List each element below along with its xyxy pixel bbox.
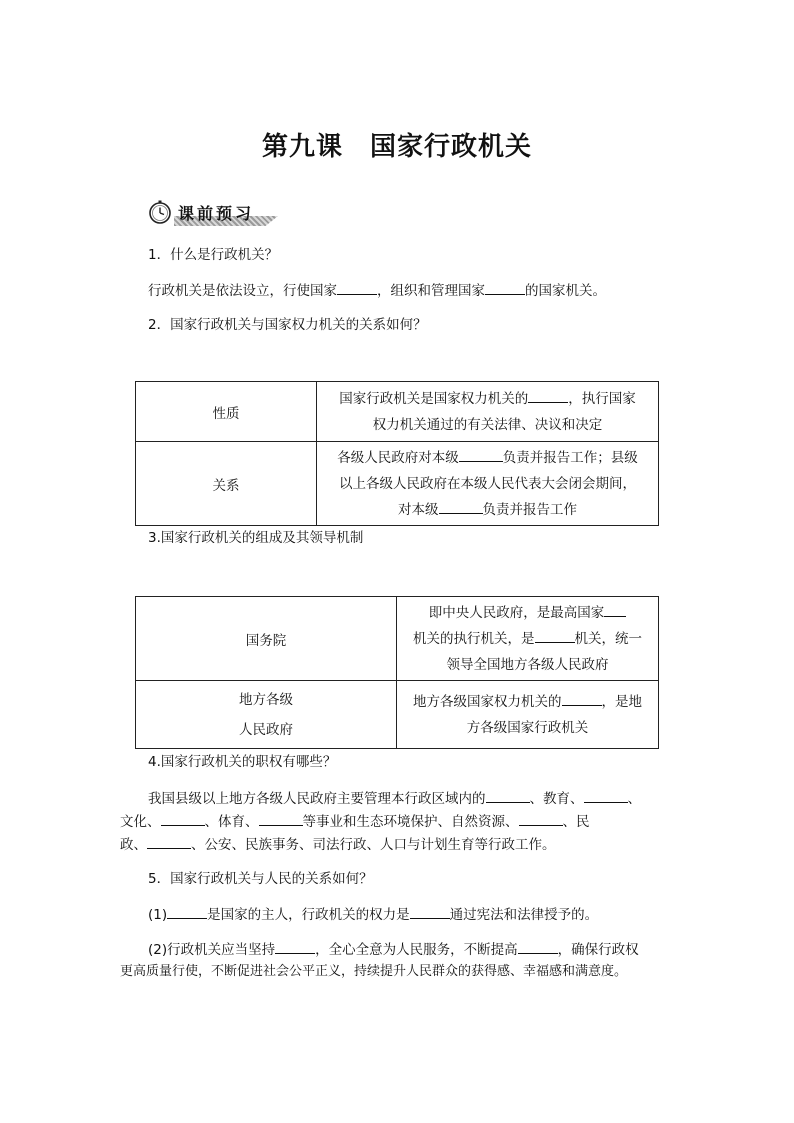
q3-heading: 3.国家行政机关的组成及其领导机制 [148,530,364,546]
answer-blank[interactable] [410,904,450,919]
table-row [136,681,659,749]
q5-heading: 5．国家行政机关与人民的关系如何？ [148,871,373,887]
answer-blank[interactable] [439,499,483,514]
q5-paragraph-2: (2)行政机关应当坚持 ，全心全意为人民服务，不断提高 ，确保行政权 [148,939,639,960]
answer-blank[interactable] [161,811,205,826]
answer-blank[interactable] [147,834,191,849]
table-row [136,382,659,442]
table-content-cell: 国家行政机关是国家权力机关的 ，执行国家 权力机关通过的有关法律、决议和决定 [317,382,659,442]
answer-blank[interactable] [486,788,530,803]
q5-paragraph-1: (1) 是国家的主人，行政机关的权力是 通过宪法和法律授予的。 [148,904,598,925]
q2-heading: 2．国家行政机关与国家权力机关的关系如何？ [148,317,427,333]
table-row [136,442,659,526]
answer-blank[interactable] [584,788,628,803]
answer-blank[interactable] [519,811,563,826]
answer-blank[interactable] [518,939,558,954]
answer-blank[interactable] [459,447,503,462]
answer-blank[interactable] [535,628,575,643]
q1-answer: 行政机关是依法设立，行使国家 ，组织和管理国家 的国家机关。 [148,280,606,301]
answer-blank[interactable] [337,280,377,295]
table-content-cell: 各级人民政府对本级 负责并报告工作；县级 以上各级人民政府在本级人民代表大会闭会期间， 对本级 负责并报告工作 [317,442,659,526]
section-banner-label: 课前预习 [178,204,255,223]
page-title: 第九课 国家行政机关 [261,132,532,162]
answer-blank[interactable] [562,691,602,706]
relation-table [135,381,659,526]
table-label-cell: 国务院 [136,597,397,681]
table-content-cell: 地方各级国家权力机关的 ，是地 方各级国家行政机关 [397,681,659,749]
q1-heading: 1．什么是行政机关？ [148,247,279,263]
answer-blank[interactable] [485,280,525,295]
q4-heading: 4.国家行政机关的职权有哪些？ [148,754,337,770]
organization-table [135,596,659,749]
answer-blank[interactable] [528,388,568,403]
table-label-cell: 地方各级 人民政府 [136,681,397,749]
table-label-cell: 关系 [136,442,317,526]
q4-line: 我国县级以上地方各级人民政府主要管理本行政区域内的 、教育、 、 [148,788,641,809]
section-banner [148,198,280,228]
answer-blank[interactable] [604,602,626,617]
q4-line: 文化、 、体育、 等事业和生态环境保护、自然资源、 、民 [120,811,590,832]
stopwatch-icon [148,200,172,224]
table-row [136,597,659,681]
answer-blank[interactable] [259,811,303,826]
table-label-cell: 性质 [136,382,317,442]
answer-blank[interactable] [275,939,315,954]
table-content-cell: 即中央人民政府，是最高国家 机关的执行机关，是 机关，统一 领导全国地方各级人民政府 [397,597,659,681]
q5-paragraph-2-cont: 更高质量行使，不断促进社会公平正义，持续提升人民群众的获得感、幸福感和满意度。 [120,964,628,979]
answer-blank[interactable] [167,904,207,919]
q4-line: 政、 、公安、民族事务、司法行政、人口与计划生育等行政工作。 [120,834,556,855]
